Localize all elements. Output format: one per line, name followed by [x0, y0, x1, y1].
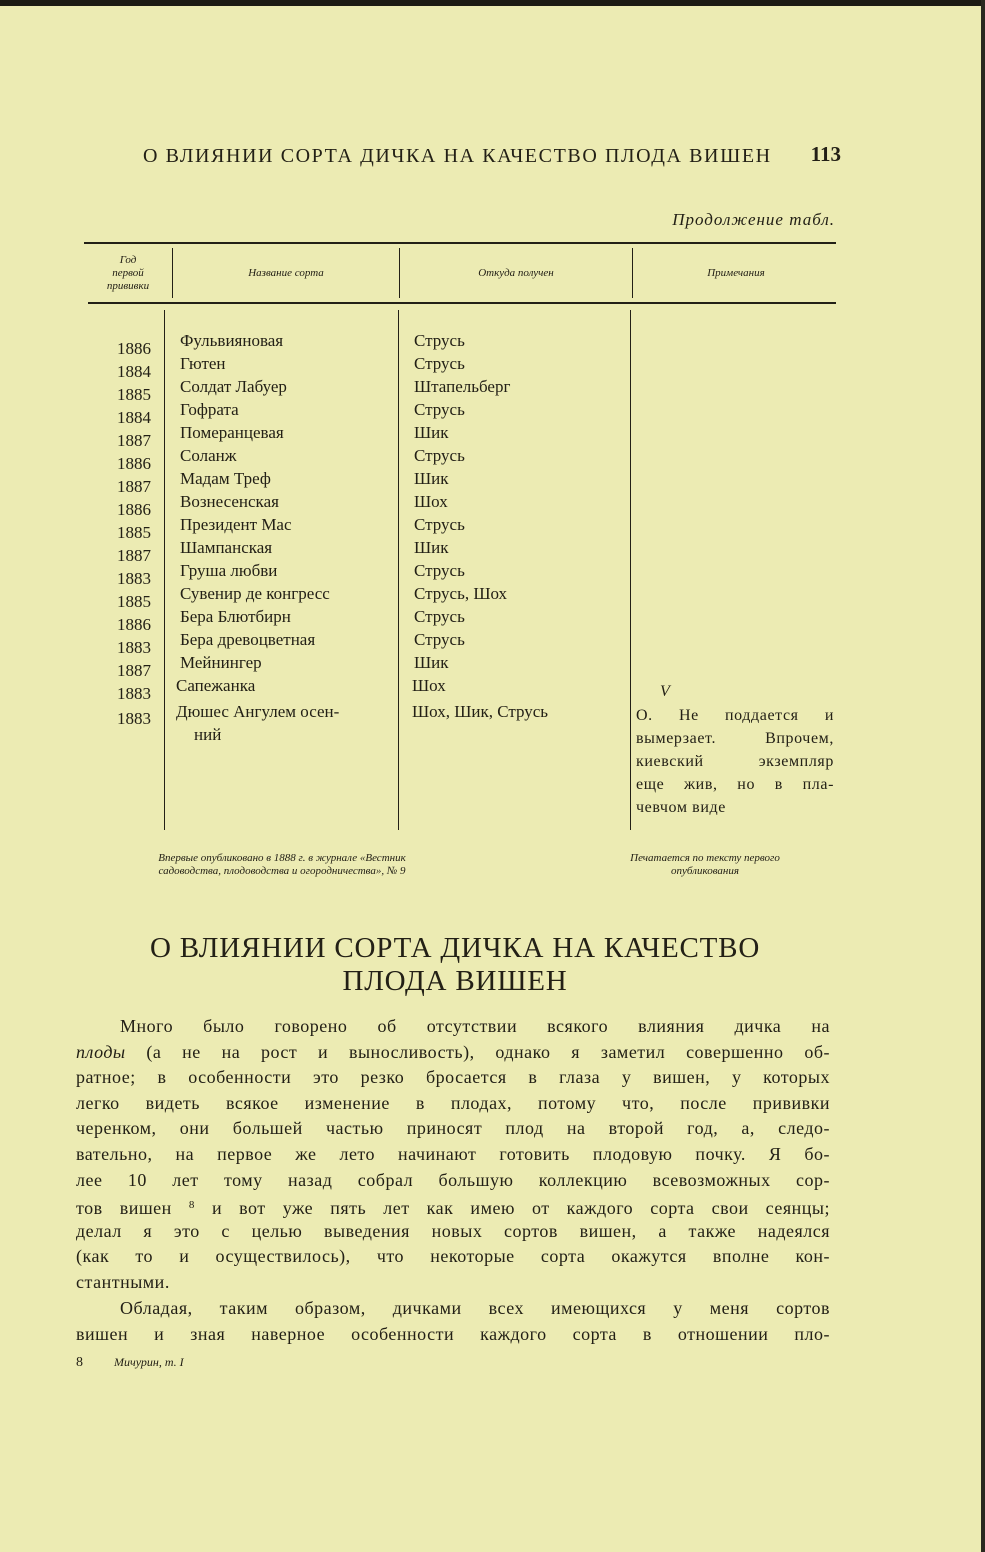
footnote-source-line1: Печатается по тексту первого — [630, 852, 780, 864]
text-span: тов вишен — [76, 1198, 189, 1219]
table-header-rule — [88, 302, 836, 304]
row-name: Бера древоцветная — [180, 630, 316, 649]
header-year-line2: первой — [112, 267, 144, 279]
row-name: Мейнингер — [180, 653, 262, 672]
header-source: Откуда получен — [478, 267, 554, 279]
text-line — [76, 1040, 830, 1066]
row-year: 1885 — [117, 523, 151, 542]
row-year: 1883 — [117, 709, 151, 728]
row-source: Шик — [414, 469, 449, 488]
signature-text: Мичурин, т. I — [114, 1355, 184, 1369]
table-continuation-label: Продолжение табл. — [672, 210, 835, 229]
table-divider-3 — [632, 248, 633, 298]
row-name: Груша любви — [180, 561, 278, 580]
header-name: Название сорта — [248, 267, 324, 279]
row-note-mark: V — [660, 683, 670, 700]
row-source: Шик — [414, 653, 449, 672]
row-source: Струсь — [414, 630, 465, 649]
row-year: 1886 — [117, 500, 151, 519]
row-name: Мадам Треф — [180, 469, 271, 488]
row-source: Струсь, Шох — [414, 584, 508, 603]
row-source: Шик — [414, 538, 449, 557]
scan-top-edge — [0, 0, 985, 6]
text-line — [76, 1014, 830, 1040]
note-line: О. Не поддается и — [636, 707, 834, 724]
row-name: Сувенир де конгресс — [180, 584, 330, 603]
row-name: Президент Мас — [180, 515, 292, 534]
footnote-source-line2: опубликования — [671, 865, 739, 877]
text-span: (а не на рост и выносливость), однако я заметил совершенно об- — [125, 1041, 830, 1062]
row-name: Шампанская — [180, 538, 273, 557]
running-head-title: О ВЛИЯНИИ СОРТА ДИЧКА НА КАЧЕСТВО ПЛОДА ВИШЕН — [143, 145, 772, 167]
row-year: 1887 — [117, 661, 151, 680]
text-line: стантными. — [76, 1272, 170, 1292]
header-notes: Примечания — [707, 267, 765, 279]
row-year: 1883 — [117, 684, 151, 703]
text-span: и вот уже пять лет как имею от каждого сорта свои сеянцы; — [194, 1198, 830, 1219]
row-year: 1886 — [117, 454, 151, 473]
article-title-line1: О ВЛИЯНИИ СОРТА ДИЧКА НА КАЧЕСТВО — [149, 932, 761, 964]
row-year: 1887 — [117, 477, 151, 496]
row-source: Струсь — [414, 446, 465, 465]
article-title-line2: ПЛОДА ВИШЕН — [342, 965, 568, 997]
footnote-source — [580, 852, 830, 878]
page-number: 113 — [810, 142, 841, 166]
text-line: черенком, они большей частью приносят плод на второй год, а, следо- — [76, 1118, 830, 1139]
running-head — [143, 142, 843, 170]
row-name-continuation: ний — [194, 725, 222, 744]
row-name: Соланж — [180, 446, 237, 465]
table-top-rule — [84, 242, 836, 244]
footnote-publication-line1: Впервые опубликовано в 1888 г. в журнале «Вестник — [158, 852, 406, 864]
row-source: Струсь — [414, 400, 465, 419]
header-year-line3: прививки — [106, 280, 150, 292]
header-year-line1: Год — [119, 254, 137, 266]
text-line: (как то и осуществилось), что некоторые сорта окажутся вполне кон- — [76, 1246, 830, 1267]
row-year: 1884 — [117, 408, 151, 427]
row-source: Шох, Шик, Струсь — [412, 702, 549, 721]
row-year: 1885 — [117, 592, 151, 611]
row-name: Солдат Лабуер — [180, 377, 287, 396]
table-divider-1 — [172, 248, 173, 298]
row-name: Померанцевая — [180, 423, 284, 442]
text-line: легко видеть всякое изменение в плодах, потому что, после прививки — [76, 1092, 830, 1113]
row-year: 1883 — [117, 569, 151, 588]
row-name: Дюшес Ангулем осен- — [176, 702, 340, 721]
row-source: Шох — [414, 492, 448, 511]
row-source: Струсь — [414, 607, 465, 626]
row-note — [636, 704, 834, 819]
row-name: Фульвияновая — [180, 331, 284, 350]
table-body-divider-2 — [398, 310, 399, 830]
row-source: Струсь — [414, 331, 465, 350]
row-year: 1884 — [117, 362, 151, 381]
row-year: 1887 — [117, 546, 151, 565]
scan-right-edge — [981, 0, 985, 1552]
table-divider-2 — [399, 248, 400, 298]
row-source: Шик — [414, 423, 449, 442]
row-name: Гофрата — [180, 400, 239, 419]
text-span: Много было говорено об отсутствии всякого влияния дичка на — [120, 1016, 830, 1036]
text-line: Обладая, таким образом, дичками всех имеющихся у меня сортов — [120, 1298, 830, 1318]
note-line: чевчом виде — [636, 799, 726, 816]
row-source: Струсь — [414, 561, 465, 580]
text-line: лее 10 лет тому назад собрал большую коллекцию всевозможных сор- — [76, 1169, 830, 1190]
footnote-publication — [82, 852, 482, 878]
row-year: 1883 — [117, 638, 151, 657]
footnote-publication-line2: садоводства, плодоводства и огородничества», № 9 — [158, 865, 406, 877]
text-line: ратное; в особенности это резко бросается в глаза у вишен, у которых — [76, 1067, 830, 1088]
table-body-divider-3 — [630, 310, 631, 830]
row-source: Шох — [412, 676, 446, 695]
row-year: 1886 — [117, 339, 151, 358]
row-source: Струсь — [414, 354, 465, 373]
row-name: Гютен — [180, 354, 226, 373]
row-source: Струсь — [414, 515, 465, 534]
emphasis: плоды — [76, 1041, 126, 1062]
text-line: вишен и зная наверное особенности каждого сорта в отношении пло- — [76, 1323, 830, 1344]
row-year: 1885 — [117, 385, 151, 404]
row-name: Сапежанка — [176, 676, 256, 695]
row-year: 1887 — [117, 431, 151, 450]
signature-number: 8 — [76, 1355, 83, 1370]
row-source: Штапельберг — [414, 377, 511, 396]
row-name: Вознесенская — [180, 492, 279, 511]
article-title — [80, 932, 830, 998]
note-line: киевский экземпляр — [636, 753, 834, 770]
footnote-marker: 8 — [188, 1199, 195, 1212]
header-year — [90, 254, 166, 293]
note-line: еще жив, но в пла- — [636, 776, 834, 793]
text-line: вательно, на первое же лето начинают готовить плодовую почку. Я бо- — [76, 1144, 830, 1164]
text-line: делал я это с целью выведения новых сортов вишен, а также надеялся — [76, 1220, 830, 1241]
text-line — [76, 1193, 830, 1222]
row-year: 1886 — [117, 615, 151, 634]
row-name: Бера Блютбирн — [180, 607, 291, 626]
note-line: вымерзает. Впрочем, — [636, 730, 834, 747]
table-body-divider-1 — [164, 310, 165, 830]
